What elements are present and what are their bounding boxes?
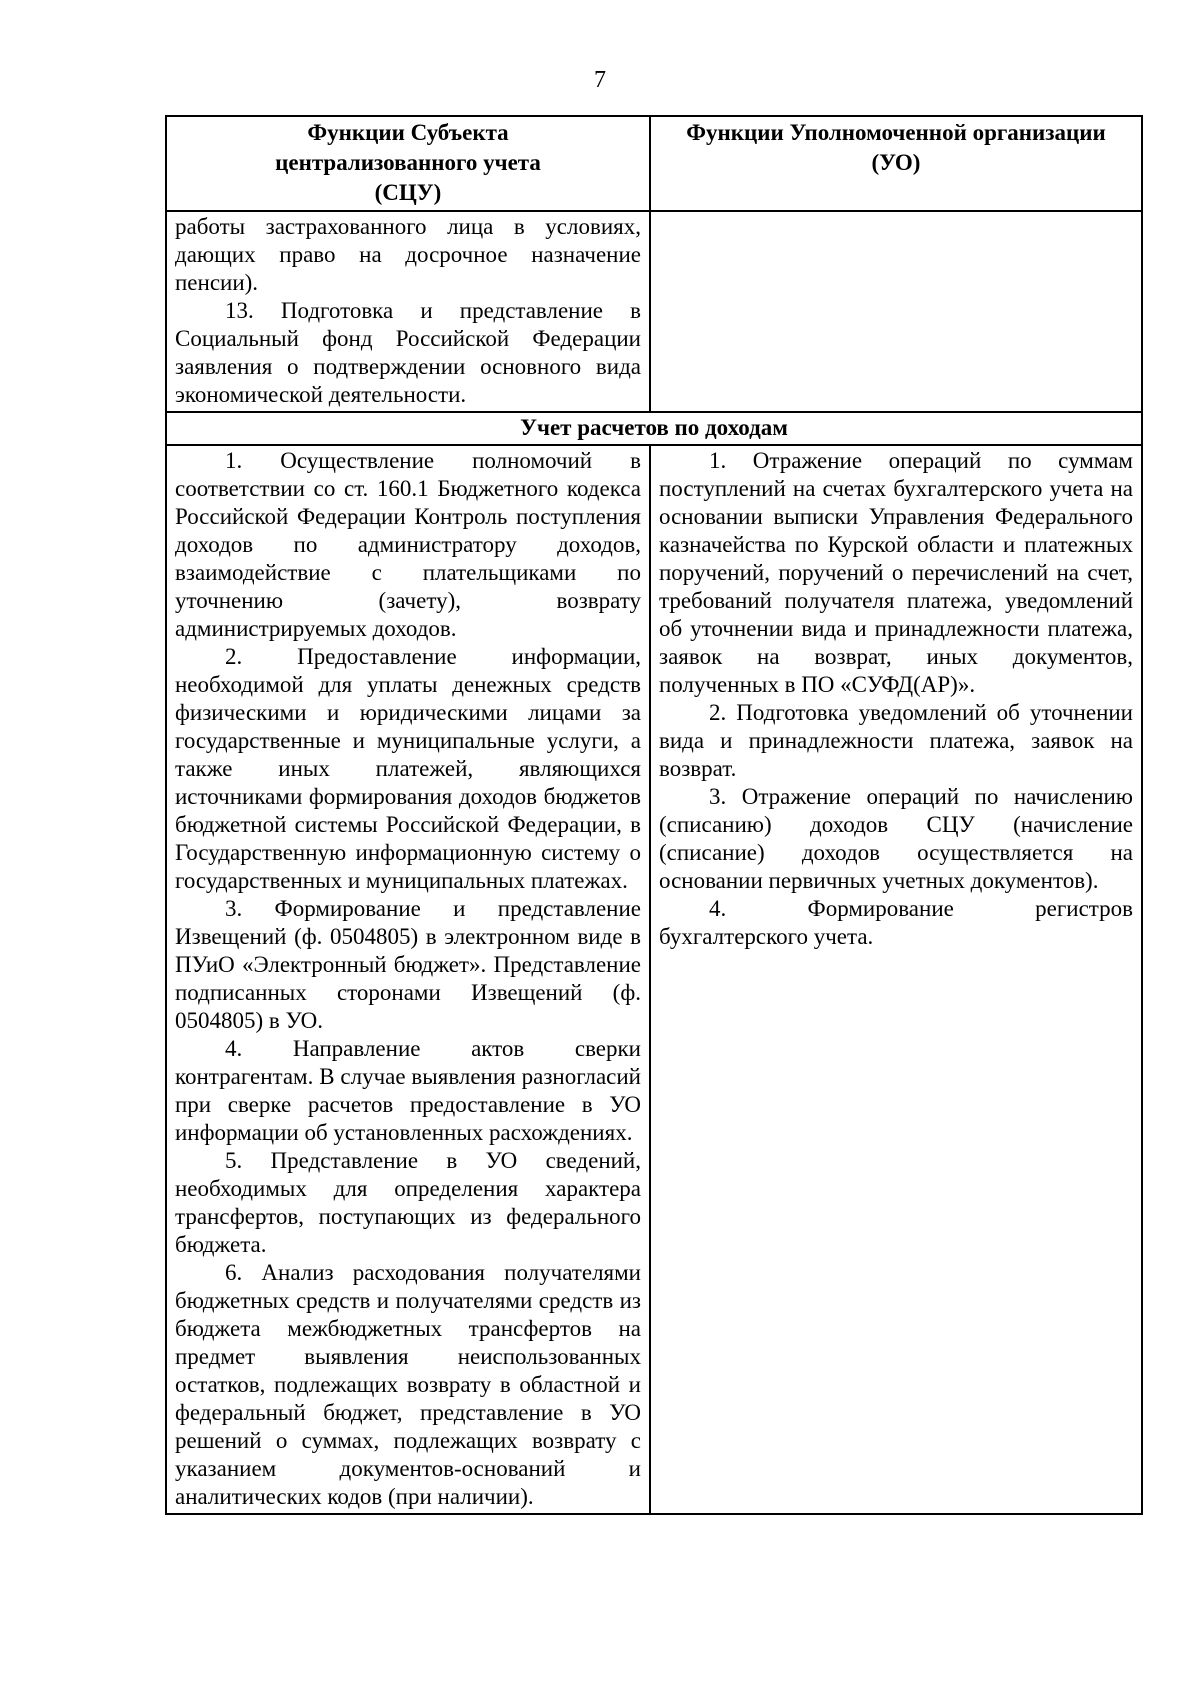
right-item-2: 2. Подготовка уведомлений об уточнении вида и принадлежности платежа, заявок на возврат. bbox=[659, 700, 1133, 781]
right-item-3: 3. Отражение операций по начислению (списанию) доходов СЦУ (начисление (списание) доходов осуществляется на основании первичных учетных документов). bbox=[659, 784, 1133, 893]
page-number: 7 bbox=[594, 67, 606, 93]
left-item-5: 5. Представление в УО сведений, необходимых для определения характера трансфертов, поступающих из федерального бюджета. bbox=[175, 1148, 641, 1257]
continuation-right-cell bbox=[650, 211, 1142, 412]
right-item-4: 4. Формирование регистров бухгалтерского учета. bbox=[659, 896, 1133, 949]
continuation-paragraph: работы застрахованного лица в условиях, дающих право на досрочное назначение пенсии). bbox=[175, 214, 641, 295]
header-left-line-1: Функции Субъекта bbox=[307, 120, 509, 145]
header-left-line-2: централизованного учета bbox=[275, 150, 541, 175]
table-header-row bbox=[166, 116, 1142, 211]
left-functions-cell bbox=[166, 445, 650, 1514]
header-right-line-2: (УО) bbox=[871, 150, 921, 175]
header-left-cell bbox=[166, 116, 650, 211]
left-item-6: 6. Анализ расходования получателями бюджетных средств и получателями средств из бюджета межбюджетных трансфертов на предмет выявления неиспользованных остатков, подлежащих возврату в областной и федеральный бюджет, представление в УО решений о суммах, подлежащих возврату с указанием документов-оснований и аналитических кодов (при наличии). bbox=[175, 1260, 641, 1509]
header-left-line-3: (СЦУ) bbox=[374, 180, 442, 205]
header-right-line-1: Функции Уполномоченной организации bbox=[686, 120, 1106, 145]
left-item-4: 4. Направление актов сверки контрагентам. В случае выявления разногласий при сверке расчетов предоставление в УО информации об установленных расхождениях. bbox=[175, 1036, 641, 1145]
right-functions-cell bbox=[650, 445, 1142, 1514]
section-title: Учет расчетов по доходам bbox=[166, 412, 1142, 445]
continuation-item-13: 13. Подготовка и представление в Социальный фонд Российской Федерации заявления о подтверждении основного вида экономической деятельности. bbox=[175, 298, 641, 407]
left-item-3: 3. Формирование и представление Извещений (ф. 0504805) в электронном виде в ПУиО «Электронный бюджет». Представление подписанных сторонами Извещений (ф. 0504805) в УО. bbox=[175, 896, 641, 1033]
continuation-row bbox=[166, 211, 1142, 412]
left-item-1: 1. Осуществление полномочий в соответствии со ст. 160.1 Бюджетного кодекса Российской Федерации Контроль поступления доходов по администратору доходов, взаимодействие с плательщиками по уточнению (зачету), возврату администрируемых доходов. bbox=[175, 448, 641, 641]
income-functions-row bbox=[166, 445, 1142, 1514]
left-item-2: 2. Предоставление информации, необходимой для уплаты денежных средств физическими и юридическими лицами за государственные и муниципальные услуги, а также иных платежей, являющихся источниками формирования доходов бюджетов бюджетной системы Российской Федерации, в Государственную информационную систему о государственных и муниципальных платежах. bbox=[175, 644, 641, 893]
right-item-1: 1. Отражение операций по суммам поступлений на счетах бухгалтерского учета на основании выписки Управления Федерального казначейства по Курской области и платежных поручений, поручений о перечислений на счет, требований получателя платежа, уведомлений об уточнении вида и принадлежности платежа, заявок на возврат, иных документов, полученных в ПО «СУФД(АР)». bbox=[659, 448, 1133, 697]
functions-table bbox=[165, 115, 1143, 1515]
section-row bbox=[166, 412, 1142, 445]
continuation-left-cell bbox=[166, 211, 650, 412]
header-right-cell bbox=[650, 116, 1142, 211]
